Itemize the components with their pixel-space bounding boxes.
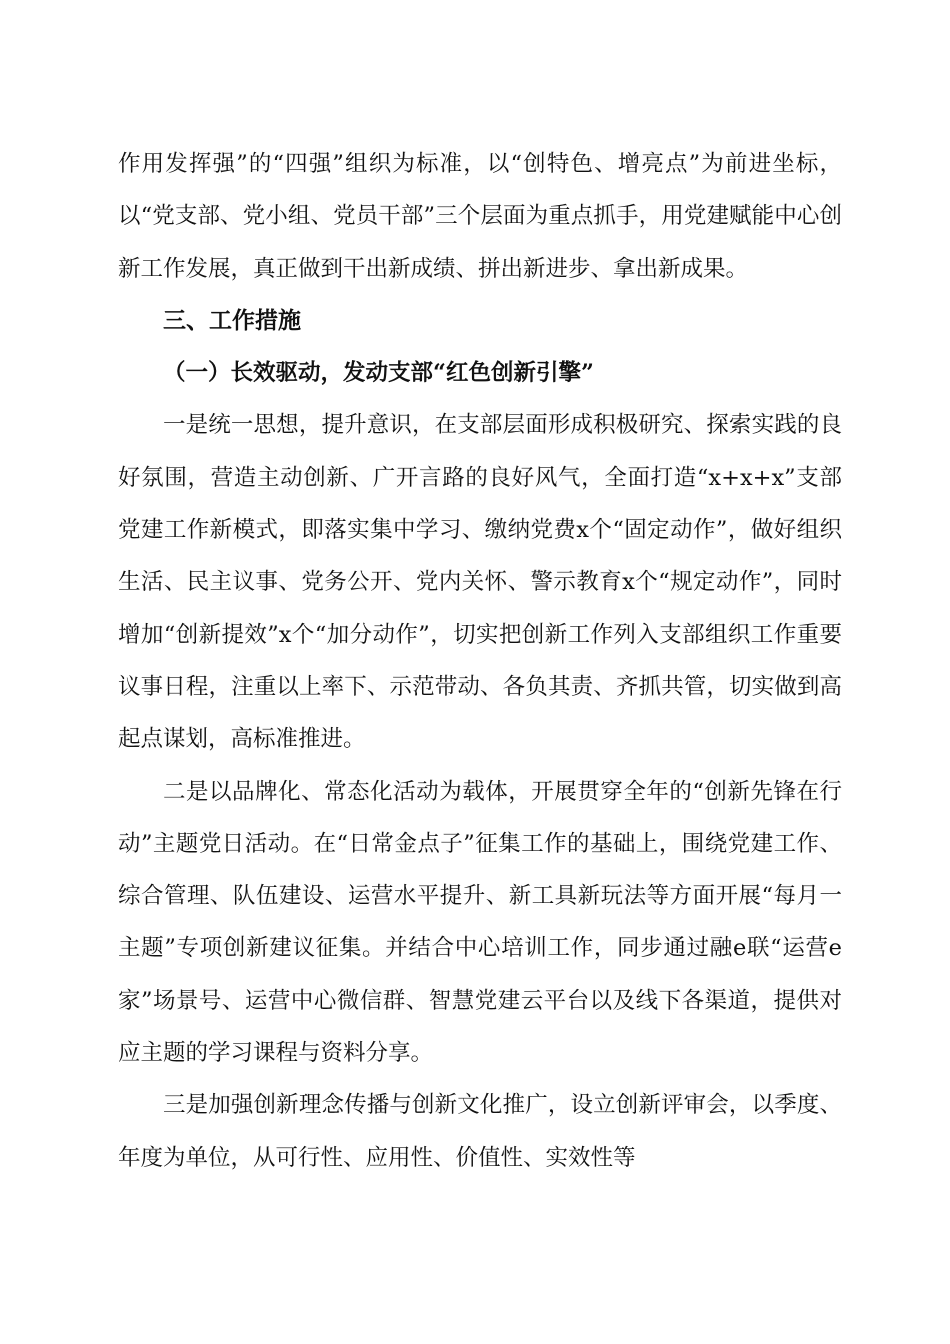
paragraph-measure-one: 一是统一思想，提升意识，在支部层面形成积极研究、探索实践的良好氛围，营造主动创新、广开言路的良好风气，全面打造“x+x+x”支部党建工作新模式，即落实集中学习、缴纳党费x个“固定动作”，做好组织生活、民主议事、党务公开、党内关怀、警示教育x个“规定动作”，同时增加“创新提效”x个“加分动作”，切实把创新工作列入支部组织工作重要议事日程，注重以上率下、示范带动、各负其责、齐抓共管，切实做到高起点谋划，高标准推进。 [118,412,842,753]
paragraph-measure-three: 三是加强创新理念传播与创新文化推广，设立创新评审会，以季度、年度为单位，从可行性、应用性、价值性、实效性等 [118,1092,842,1171]
subsection-heading: （一）长效驱动，发动支部“红色创新引擎” [163,360,594,387]
document-body [118,138,842,1184]
section-heading: 三、工作措施 [163,307,301,334]
paragraph-measure-two: 二是以品牌化、常态化活动为载体，开展贯穿全年的“创新先锋在行动”主题党日活动。在“日常金点子”征集工作的基础上，围绕党建工作、综合管理、队伍建设、运营水平提升、新工具新玩法等方面开展“每月一主题”专项创新建议征集。并结合中心培训工作，同步通过融e联“运营e家”场景号、运营中心微信群、智慧党建云平台以及线下各渠道，提供对应主题的学习课程与资料分享。 [118,778,842,1067]
paragraph-continuation: 作用发挥强”的“四强”组织为标准，以“创特色、增亮点”为前进坐标，以“党支部、党小组、党员干部”三个层面为重点抓手，用党建赋能中心创新工作发展，真正做到干出新成绩、拼出新进步、拿出新成果。 [118,151,842,282]
